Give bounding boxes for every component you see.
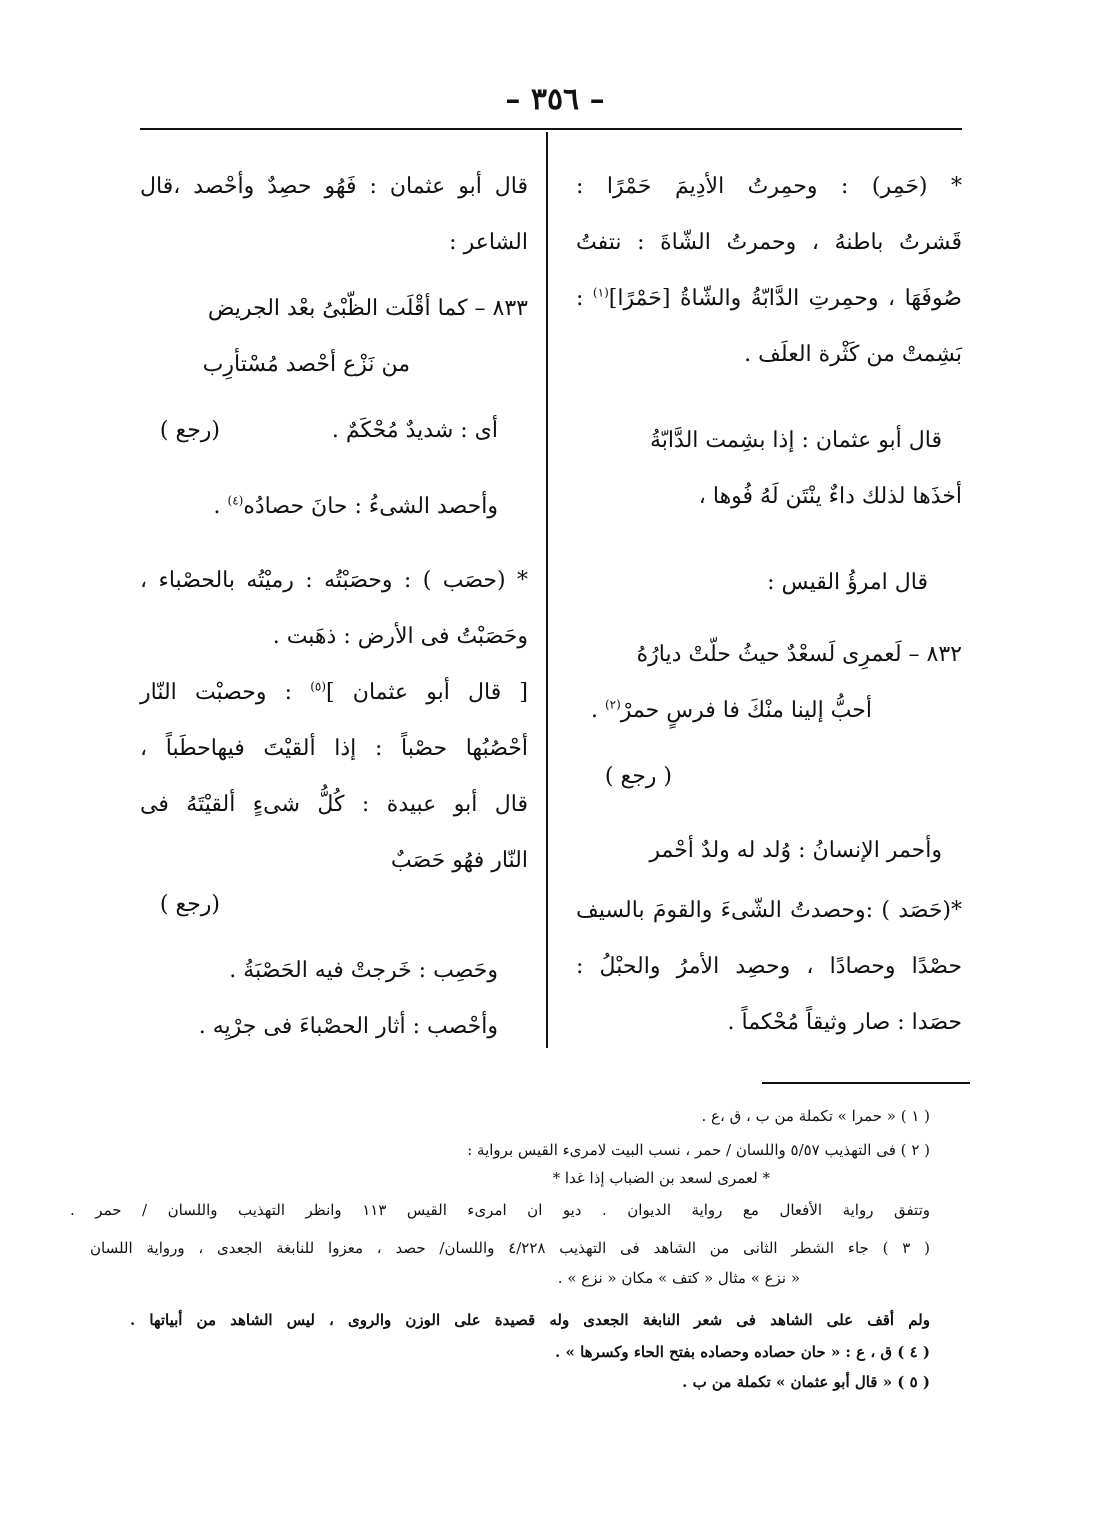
footnote: وتتفق رواية الأفعال مع رواية الديوان . ديو ان امرىء القيس ١١٣ وانظر التهذيب واللسان / حمر . xyxy=(70,1201,930,1219)
text-line: قَشرتُ باطنهُ ، وحمرتُ الشّاةَ : نتفتُ xyxy=(576,230,962,255)
return-marker: (رجع ) xyxy=(159,892,220,917)
footnote: ( ٢ ) فى التهذيب ٥/٥٧ واللسان / حمر ، نسب البيت لامرىء القيس برواية : xyxy=(467,1141,930,1159)
text-line: وحَصَبْتُ فى الأرض : ذهَبت . xyxy=(272,624,528,649)
text-line: النّار فهُو حَصَبٌ xyxy=(390,848,528,873)
return-marker: (رجع ) xyxy=(159,418,220,443)
text-line: * (حصَب ) : وحصَبْتُه : رميْتُه بالحصْباء ، xyxy=(140,568,528,593)
text-line: أخذَها لذلك داءٌ ينْتَن لَهُ فُوها ، xyxy=(698,484,962,509)
text-line: بَشِمتْ من كَثْرة العلَف . xyxy=(744,342,962,367)
footnote: ( ٥ ) « قال أبو عثمان » تكملة من ب . xyxy=(682,1373,930,1391)
text-line: حصَدا : صار وثيقاً مُحْكماً . xyxy=(727,1010,962,1035)
text-line: وأحصد الشىءُ : حانَ حصادُه$^{(٤)}$ . xyxy=(213,493,498,519)
footnote: ولم أقف على الشاهد فى شعر النابغة الجعدى وله قصيدة على الوزن والروى ، ليس الشاهد من أبياتها . xyxy=(130,1311,930,1329)
verse-line: أحبُّ إلينا منْكَ فا فرسٍ حمرْ$^{(٢)}$ . xyxy=(590,697,872,723)
text-line: الشاعر : xyxy=(449,230,528,255)
footnote-ref: (٥) xyxy=(310,679,327,694)
footnote-rule xyxy=(762,1082,970,1084)
text-line: حصْدًا وحصادًا ، وحصِد الأمرُ والحبْلُ : xyxy=(576,954,962,979)
page-number: – ٣٥٦ – xyxy=(505,82,605,117)
text-line: قال امرؤُ القيس : xyxy=(767,570,928,595)
footnote: ( ٣ ) جاء الشطر الثانى من الشاهد فى التهذيب ٤/٢٢٨ واللسان/ حصد ، معزوا للنابغة الجعدى ، ورواية اللسان xyxy=(90,1239,930,1257)
text-line: [ قال أبو عثمان ]$^{(٥)}$ : وحصبْت النّار xyxy=(140,679,528,705)
verse-line: ٨٣٢ – لَعمرِى لَسعْدٌ حيثُ حلّتْ ديارُهُ xyxy=(636,642,962,667)
footnote-ref: (١) xyxy=(592,285,609,300)
text-line: قال أبو عثمان : فَهُو حصِدٌ وأحْصد ،قال xyxy=(140,174,528,199)
footnote: ( ٤ ) ق ، ع : « حان حصاده وحصاده بفتح الحاء وكسرها » . xyxy=(555,1343,930,1361)
text-line: وأحمر الإنسانُ : وُلد له ولدٌ أحْمر xyxy=(649,838,942,863)
text-line: أى : شديدٌ مُحْكَمٌ . xyxy=(331,418,498,443)
footnote: * لعمرى لسعد بن الضباب إذا غدا * xyxy=(552,1169,770,1187)
footnote: ( ١ ) « حمرا » تكملة من ب ، ق ،ع . xyxy=(701,1107,930,1125)
text-line: وحَصِب : خَرجتْ فيه الحَصْبَةُ . xyxy=(229,958,498,983)
top-rule xyxy=(140,128,962,130)
footnote-ref: (٢) xyxy=(604,697,621,712)
verse-line: من نَزْع أحْصد مُسْتأرِب xyxy=(202,352,410,377)
column-divider xyxy=(546,132,548,1048)
footnote: « نزع » مثال « كتف » مكان « نزع » . xyxy=(557,1269,800,1287)
text-line: قال أبو عثمان : إذا بشِمت الدَّابّةُ xyxy=(649,428,942,453)
text-line: * (حَمِر) : وحمِرتُ الأدِيمَ حَمْرًا : xyxy=(576,174,962,199)
text-line: وأحْصب : أثار الحصْباءَ فى جرْيِه . xyxy=(198,1014,498,1039)
text-line: صُوفَهَا ، وحمِرتِ الدَّابّةُ والشّاةُ [حَمْرًا]$^{(١)}$ : xyxy=(576,285,962,311)
footnote-ref: (٤) xyxy=(227,493,244,508)
text-line: قال أبو عبيدة : كُلُّ شىءٍ ألقيْتَهُ فى xyxy=(140,792,528,817)
return-marker: ( رجع ) xyxy=(604,764,672,789)
verse-line: ٨٣٣ – كما أقْلَت الظّبْىُ بعْد الجريض xyxy=(207,296,528,321)
text-line: أحْصُبُها حصْباً : إذا ألقيْتَ فيهاحطَباً ، xyxy=(140,736,528,761)
text-line: *(حَصَد ) :وحصدتُ الشّىءَ والقومَ بالسيف xyxy=(576,898,962,923)
